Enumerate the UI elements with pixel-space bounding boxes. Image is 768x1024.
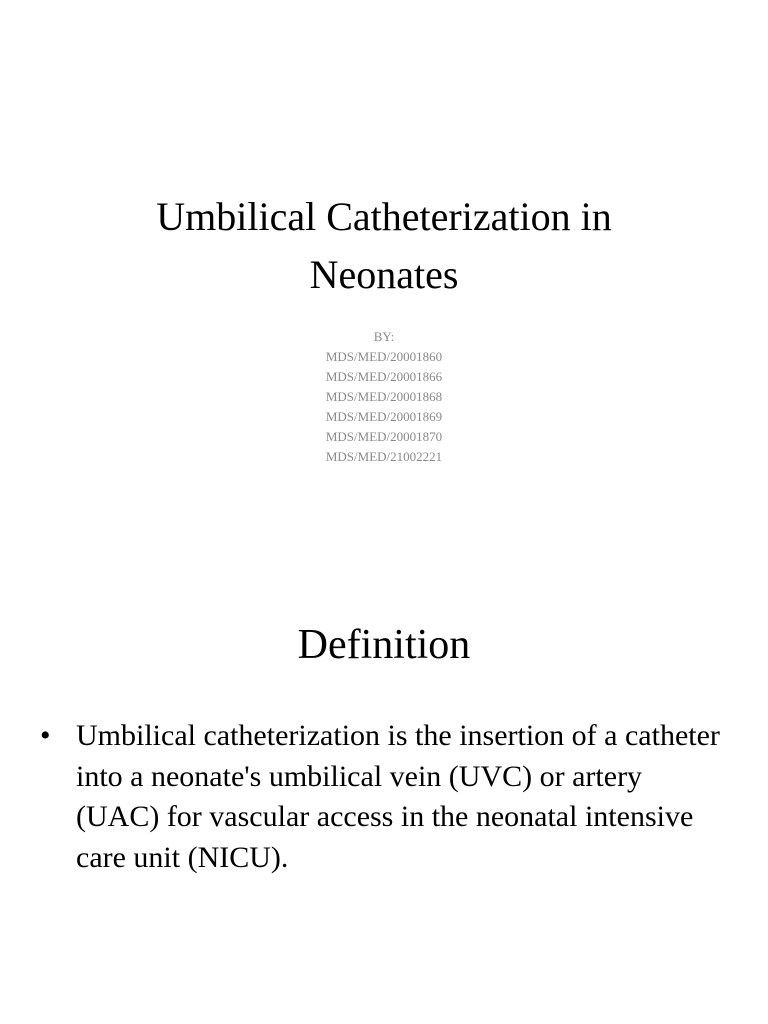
author-list: [234, 327, 534, 467]
author-id: MDS/MED/20001860: [325, 349, 443, 364]
bullet-icon: •: [40, 719, 51, 752]
bullet-item: [40, 716, 720, 878]
author-id: MDS/MED/21002221: [325, 449, 443, 464]
authors-label: BY:: [373, 329, 395, 344]
author-id: MDS/MED/20001866: [325, 369, 443, 384]
author-id: MDS/MED/20001868: [325, 389, 443, 404]
author-id: MDS/MED/20001870: [325, 429, 443, 444]
author-id: MDS/MED/20001869: [325, 409, 443, 424]
definition-slide: [0, 512, 768, 1024]
slide-title: Definition: [297, 622, 471, 668]
bullet-text: Umbilical catheterization is the insertion of a catheter into a neonate's umbilical vein (UVC) or artery (UAC) for vascular access in the neonatal intensive care unit (NICU).: [76, 719, 720, 874]
presentation-title: Umbilical Catheterization in Neonates: [156, 194, 612, 297]
bullet-list: [40, 716, 720, 878]
